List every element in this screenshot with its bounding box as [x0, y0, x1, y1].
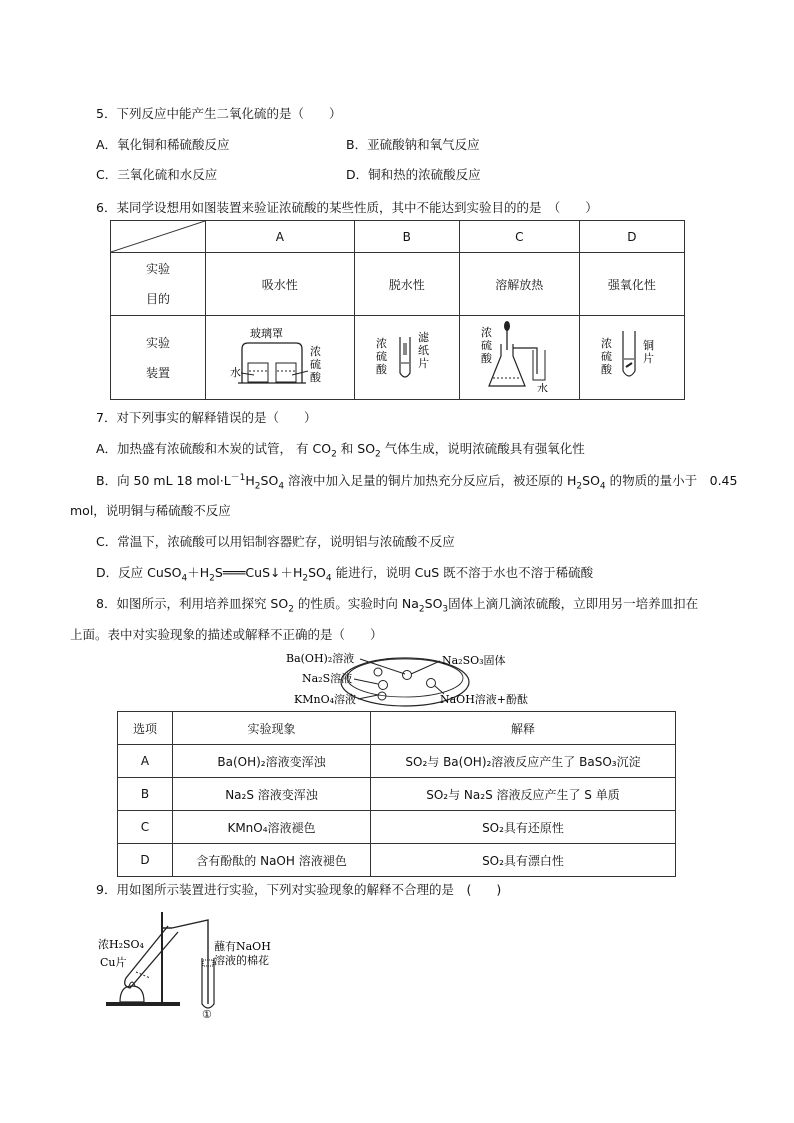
- q8-stem-text-2: 的性质。实验时向 Na: [293, 596, 419, 611]
- q7-a-text-1: A．加热盛有浓硫酸和木炭的试管， 有 CO: [96, 441, 332, 456]
- acid-label-2: 硫: [375, 350, 387, 363]
- q7-a-text-3: 气体生成，说明浓硫酸具有强氧化性: [380, 441, 585, 456]
- cover-label: 玻璃罩: [249, 327, 283, 340]
- q6-header-c: C: [459, 221, 579, 253]
- naoh-label: NaOH溶液+酚酞: [440, 693, 529, 706]
- q8-row-option: A: [118, 745, 173, 778]
- q7-option-c[interactable]: C．常温下，浓硫酸可以用铝制容器贮存，说明铝与浓硫酸不反应: [96, 534, 455, 549]
- q8-header-explanation: 解释: [371, 712, 676, 745]
- acid-label-3: 酸: [309, 371, 321, 384]
- q7-b-text-4: 溶液中加入足量的铜片加热充分反应后，被还原的 H: [284, 473, 577, 489]
- q6-apparatus-b: [354, 316, 459, 400]
- table-row: [118, 778, 676, 811]
- q8-row-explanation: SO₂具有漂白性: [371, 844, 676, 877]
- q6-purpose-b: 脱水性: [354, 253, 459, 316]
- water-label: 水: [229, 366, 241, 379]
- acid-label-1: 浓: [481, 326, 493, 339]
- acid-label-3: 酸: [375, 363, 387, 376]
- acid-label-2: 硫: [481, 339, 493, 352]
- q6-purpose-label: [111, 253, 206, 316]
- q6-purpose-c: 溶解放热: [459, 253, 579, 316]
- petri-dish-diagram: [280, 648, 530, 710]
- q8-row-phenomenon: Na₂S 溶液变浑浊: [173, 778, 371, 811]
- q6-header-b: B: [354, 221, 459, 253]
- test-tube-copper-diagram: [597, 323, 667, 389]
- table-row: [118, 811, 676, 844]
- q5-option-c[interactable]: C．三氧化硫和水反应: [96, 167, 218, 182]
- q7-d-text-4: SO: [308, 565, 326, 580]
- acid-label-1: 浓: [600, 337, 612, 350]
- q6-header-a: A: [206, 221, 355, 253]
- paper-label-1: 滤: [417, 331, 429, 344]
- water-label: 水: [537, 382, 549, 392]
- q8-row-explanation: SO₂与 Ba(OH)₂溶液反应产生了 BaSO₃沉淀: [371, 745, 676, 778]
- q8-stem-text-4: 固体上滴几滴浓硫酸，立即用另一培养皿扣在: [448, 596, 699, 611]
- q8-row-option: C: [118, 811, 173, 844]
- q7-a-text-2: 和 SO: [336, 441, 376, 456]
- diagonal-line: [111, 221, 205, 252]
- acid-label-3: 酸: [600, 363, 612, 376]
- copper-label-1: 铜: [642, 339, 654, 352]
- q7-b-text-6: 的物质的量小于 0.45: [605, 473, 738, 489]
- q8-row-option: D: [118, 844, 173, 877]
- q7-d-text-5: 能进行，说明 CuS 既不溶于水也不溶于稀硫酸: [331, 565, 594, 580]
- bell-jar-diagram: [230, 323, 330, 389]
- q6-apparatus-label: [111, 316, 206, 400]
- na2so3-label: Na₂SO₃固体: [442, 654, 506, 667]
- q8-header-phenomenon: 实验现象: [173, 712, 371, 745]
- tube-number-label: ①: [202, 1008, 212, 1020]
- q6-purpose-label-b: 目的: [145, 292, 170, 306]
- q6-apparatus-c: [459, 316, 579, 400]
- table-row: [118, 745, 676, 778]
- q8-table: [117, 711, 676, 877]
- q6-stem: 6．某同学设想用如图装置来验证浓硫酸的某些性质，其中不能达到实验目的的是 （ ）: [96, 200, 598, 215]
- q8-stem-line1: 8．如图所示，利用培养皿探究 $SO_2$ 的性质。实验时向 $Na_2SO_3$固体上滴几滴浓硫酸，立即用另一培养皿扣在: [96, 596, 699, 615]
- q8-stem-text-3: SO: [424, 596, 443, 611]
- baoh-label: Ba(OH)₂溶液: [286, 652, 355, 665]
- q7-b-text-3: SO: [260, 473, 279, 489]
- paper-label-2: 纸: [417, 344, 429, 357]
- cu-sulfuric-acid-apparatus: [96, 908, 296, 1020]
- acid-label-3: 酸: [481, 352, 493, 365]
- q8-row-phenomenon: Ba(OH)₂溶液变浑浊: [173, 745, 371, 778]
- q6-purpose-label-a: 实验: [145, 262, 170, 276]
- q8-header-option: 选项: [118, 712, 173, 745]
- paper-label-3: 片: [417, 357, 429, 370]
- q7-b-text-1: B．向 50 mL 18 mol·L: [96, 473, 231, 489]
- q7-option-a[interactable]: A．加热盛有浓硫酸和木炭的试管， 有 $CO_2$ 和 $SO_2$ 气体生成，说明浓硫酸具有强氧化性: [96, 441, 585, 460]
- q8-stem-line2: 上面。表中对实验现象的描述或解释不正确的是（ ）: [70, 627, 383, 642]
- test-tube-filter-paper-diagram: [372, 323, 442, 389]
- q8-row-phenomenon: 含有酚酞的 NaOH 溶液褪色: [173, 844, 371, 877]
- copper-label-2: 片: [642, 352, 654, 365]
- q7-b-sup: －1: [230, 473, 246, 483]
- q7-option-b-line1[interactable]: B．向 50 mL 18 $mol\cdot L^{-1}H_2SO_4$ 溶液中加入足量的铜片加热充分反应后，被还原的 $H_2SO_4$ 的物质的量小于 0.45: [96, 473, 738, 492]
- q8-row-option: B: [118, 778, 173, 811]
- kmno4-label: KMnO₄溶液: [294, 693, 356, 706]
- q5-option-d[interactable]: D．铜和热的浓硫酸反应: [346, 167, 481, 182]
- acid-label-1: 浓: [375, 337, 387, 350]
- q6-apparatus-d: [579, 316, 684, 400]
- q7-option-d[interactable]: D．反应 $CuSO_4+H_2S═══CuS↓+H_2SO_4$ 能进行，说明 CuS 既不溶于水也不溶于稀硫酸: [96, 565, 594, 584]
- q8-row-explanation: SO₂具有还原性: [371, 811, 676, 844]
- na2s-label: Na₂S溶液: [302, 672, 353, 685]
- acid-label: 浓H₂SO₄: [98, 938, 144, 951]
- q7-stem: 7．对下列事实的解释错误的是（ ）: [96, 410, 317, 425]
- q6-table: [110, 220, 685, 400]
- q9-stem: 9．用如图所示装置进行实验，下列对实验现象的解释不合理的是 ( ): [96, 882, 502, 897]
- acid-label-2: 硫: [600, 350, 612, 363]
- q5-stem: 5．下列反应中能产生二氧化硫的是（ ）: [96, 106, 342, 121]
- q6-header-d: D: [579, 221, 684, 253]
- q8-row-phenomenon: KMnO₄溶液褪色: [173, 811, 371, 844]
- q7-b-text-5: SO: [582, 473, 600, 489]
- cotton-label-1: 蘸有NaOH: [214, 940, 271, 953]
- copper-label: Cu片: [100, 956, 127, 969]
- q6-apparatus-a: [206, 316, 355, 400]
- q5-option-a[interactable]: A．氧化铜和稀硫酸反应: [96, 137, 230, 152]
- q8-row-explanation: SO₂与 Na₂S 溶液反应产生了 S 单质: [371, 778, 676, 811]
- q7-b-text-2: H: [245, 473, 255, 489]
- acid-label-1: 浓: [309, 345, 321, 358]
- q5-option-b[interactable]: B．亚硫酸钠和氧气反应: [346, 137, 480, 152]
- q6-apparatus-label-b: 装置: [145, 365, 170, 380]
- q6-diagonal-header-cell: [111, 221, 206, 253]
- cotton-label-2: 溶液的棉花: [214, 954, 269, 967]
- q6-purpose-d: 强氧化性: [579, 253, 684, 316]
- q7-d-text-1: D．反应 CuSO: [96, 565, 182, 580]
- q7-option-b-line2: mol，说明铜与稀硫酸不反应: [70, 503, 231, 518]
- q6-purpose-a: 吸水性: [206, 253, 355, 316]
- acid-label-2: 硫: [309, 358, 321, 371]
- flask-dropper-diagram: [479, 320, 559, 392]
- q6-apparatus-label-a: 实验: [145, 335, 170, 350]
- q7-d-text-2: ＋H: [187, 565, 210, 580]
- q7-d-text-3: S═══CuS↓＋H: [214, 565, 303, 580]
- q8-stem-text-1: 8．如图所示，利用培养皿探究 SO: [96, 596, 289, 611]
- table-row: [118, 844, 676, 877]
